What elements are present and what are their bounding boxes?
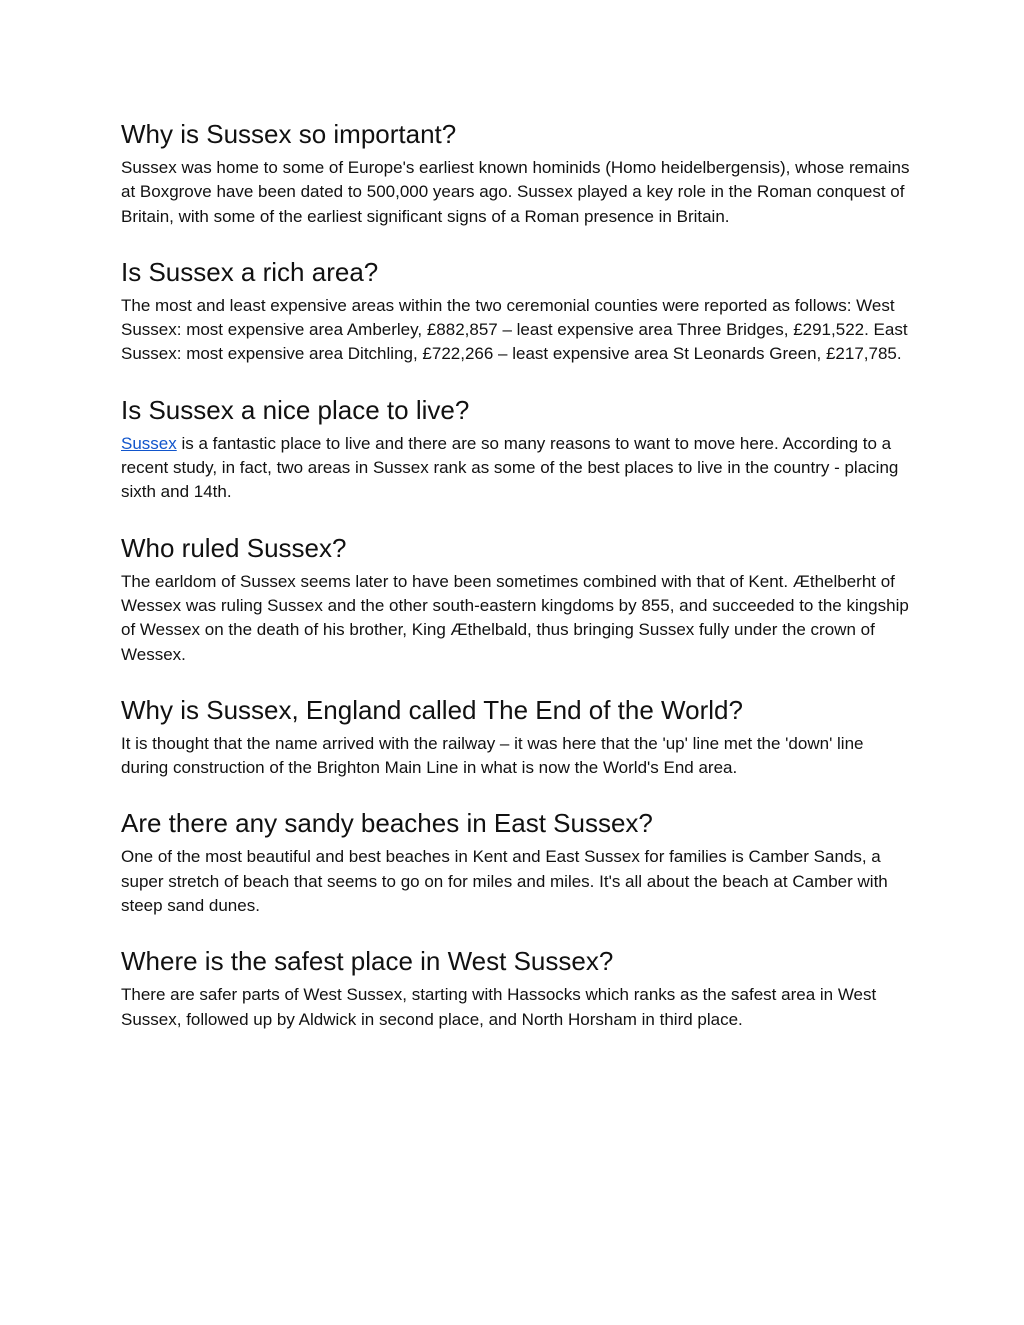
document-page bbox=[121, 116, 911, 1032]
section-heading: Where is the safest place in West Sussex? bbox=[121, 946, 614, 977]
section-body: The earldom of Sussex seems later to have been sometimes combined with that of Kent. Æthelberht of Wessex was ruling Sussex and the other south-eastern kingdoms by 855, and succeeded to the kingship of Wessex on the death of his brother, King Æthelbald, thus bringing Sussex fully under the crown of Wessex. bbox=[121, 571, 909, 664]
section-heading: Why is Sussex, England called The End of the World? bbox=[121, 694, 743, 725]
section-sandy-beaches bbox=[121, 805, 911, 918]
section-body: There are safer parts of West Sussex, starting with Hassocks which ranks as the safest area in West Sussex, followed up by Aldwick in second place, and North Horsham in third place. bbox=[121, 985, 877, 1029]
section-sussex-rich-area bbox=[121, 254, 911, 367]
section-body: It is thought that the name arrived with the railway – it was here that the 'up' line met the 'down' line during construction of the Brighton Main Line in what is now the World's End area. bbox=[121, 733, 864, 778]
section-heading: Is Sussex a nice place to live? bbox=[121, 394, 470, 425]
section-who-ruled-sussex bbox=[121, 530, 911, 667]
section-body: One of the most beautiful and best beaches in Kent and East Sussex for families is Camber Sands, a super stretch of beach that seems to go on for miles and miles. It's all about the beach at Camber with steep sand dunes. bbox=[121, 847, 888, 916]
section-safest-place bbox=[121, 943, 911, 1032]
section-sussex-nice-place bbox=[121, 392, 911, 505]
section-body: The most and least expensive areas within the two ceremonial counties were reported as follows: West Sussex: most expensive area Amberley, £882,857 – least expensive area Three Bridges, £291,522. East Sussex: most expensive area Ditchling, £722,266 – least expensive area St Leonards Green, £217,785. bbox=[121, 295, 908, 364]
section-body: Sussex was home to some of Europe's earliest known hominids (Homo heidelbergensis), whose remains at Boxgrove have been dated to 500,000 years ago. Sussex played a key role in the Roman conquest of Britain, with some of the earliest significant signs of a Roman presence in Britain. bbox=[121, 158, 910, 226]
section-heading: Why is Sussex so important? bbox=[121, 119, 457, 149]
section-end-of-the-world bbox=[121, 692, 911, 781]
section-body bbox=[121, 432, 911, 505]
section-heading: Are there any sandy beaches in East Sussex? bbox=[121, 808, 653, 839]
section-body-text: is a fantastic place to live and there are so many reasons to want to move here. According to a recent study, in fact, two areas in Sussex rank as some of the best places to live in the country - placing sixth and 14th. bbox=[121, 433, 899, 502]
section-heading: Who ruled Sussex? bbox=[121, 532, 347, 563]
section-heading: Is Sussex a rich area? bbox=[121, 256, 379, 287]
section-sussex-importance bbox=[121, 116, 911, 229]
sussex-link[interactable]: Sussex bbox=[121, 433, 177, 453]
